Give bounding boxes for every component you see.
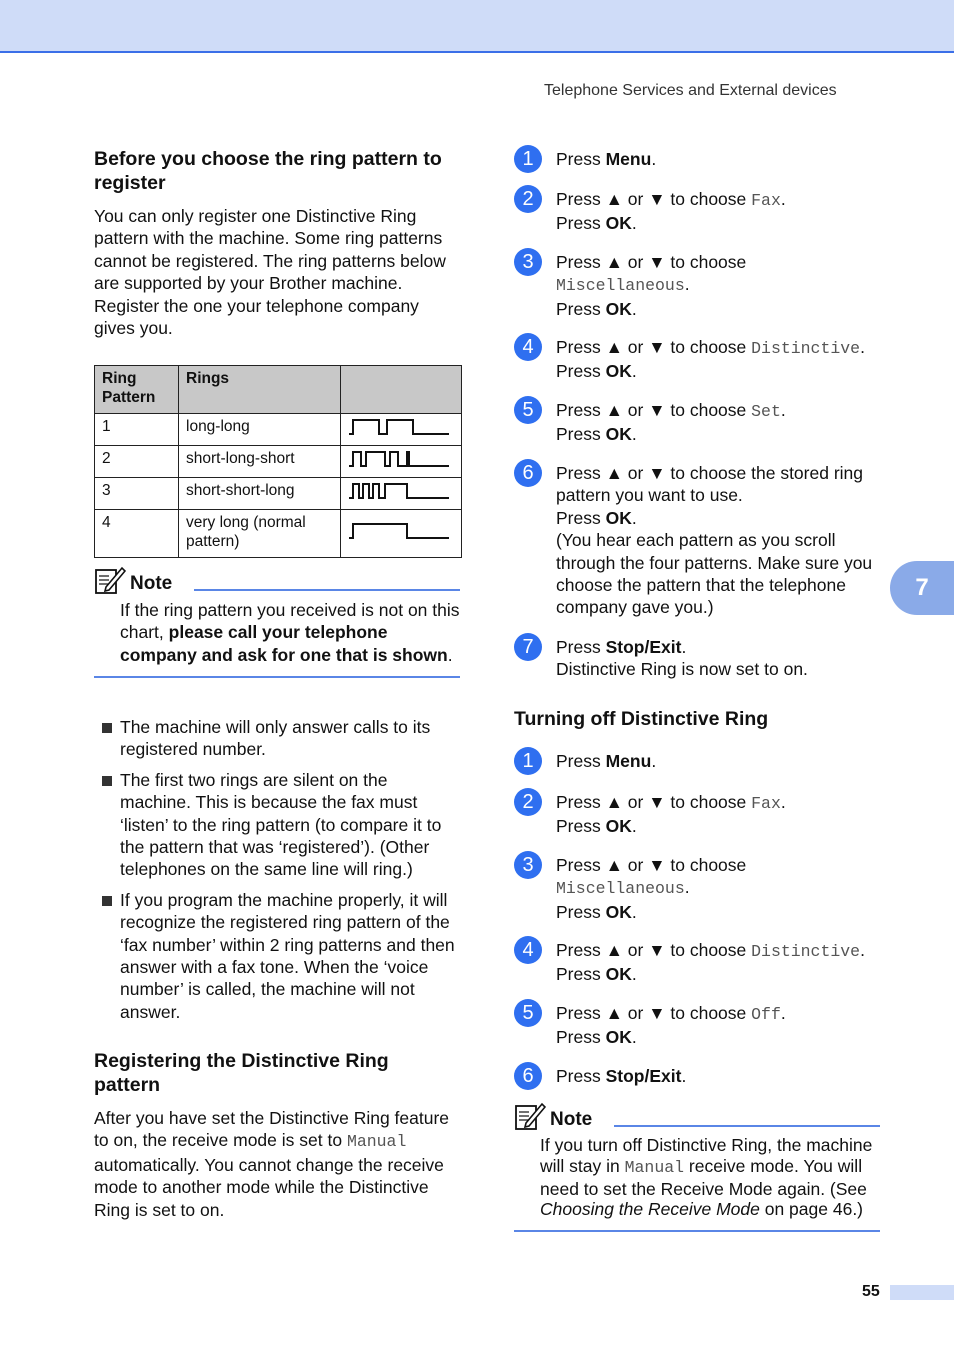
menu-key: Menu: [605, 149, 652, 169]
row-number: 4: [95, 510, 179, 558]
step-number-badge: 6: [514, 459, 542, 487]
note-text: on page 46.): [764, 1199, 864, 1220]
ok-key: OK: [605, 507, 632, 528]
step-number-badge: 1: [514, 145, 542, 173]
ok-key: OK: [605, 964, 632, 985]
ring-waveform: [341, 478, 462, 510]
table-header-ring-pattern: Ring Pattern: [95, 366, 179, 414]
note-box-right: [514, 1101, 880, 1232]
off-step-4: [514, 939, 884, 986]
ok-key: OK: [605, 424, 632, 445]
step-number-badge: 3: [514, 248, 542, 276]
step-explanation: (You hear each pattern as you scroll through the four patterns. Make sure you choose the pattern that the telephone company gave you.): [556, 530, 873, 618]
step-number-badge: 2: [514, 788, 542, 816]
step-text: Press: [556, 964, 606, 985]
stop-exit-key: Stop/Exit: [605, 637, 682, 657]
step-3: [514, 251, 880, 320]
step-text: Press: [556, 507, 606, 528]
step-text: Press: [556, 816, 606, 837]
registering-text: After you have set the Distinctive Ring feature to on, the receive mode is set to: [94, 1108, 450, 1151]
step-tail: .: [780, 792, 786, 812]
step-6: [514, 462, 880, 619]
note-pencil-icon: [514, 1101, 546, 1131]
step-text: Press: [556, 149, 606, 169]
step-text: Press: [556, 424, 606, 445]
mode-manual: Manual: [346, 1132, 407, 1152]
step-text: Press ▲ or ▼ to choose: [556, 400, 752, 420]
menu-option: Off: [751, 1005, 781, 1024]
list-item: If you program the machine properly, it will recognize the registered ring pattern of the ‘fax number’ within 2 ring patterns and then answer with a fax tone. When the ‘voice number’ is called, the machine will not answer.: [94, 889, 460, 1023]
menu-option: Miscellaneous: [556, 879, 685, 899]
ring-waveform: [341, 446, 462, 478]
off-step-1: [514, 750, 880, 772]
row-number: 1: [95, 414, 179, 446]
step-number-badge: 3: [514, 851, 542, 879]
menu-option: Fax: [751, 191, 781, 210]
list-item: The machine will only answer calls to its registered number.: [94, 716, 460, 761]
step-5: [514, 399, 880, 446]
note-label: Note: [130, 572, 173, 594]
menu-key: Menu: [605, 751, 652, 771]
menu-option: Distinctive: [751, 339, 861, 358]
step-tail: .: [631, 507, 637, 528]
row-number: 2: [95, 446, 179, 478]
cross-reference-link[interactable]: Choosing the Receive Mode: [540, 1199, 760, 1220]
step-text: Press: [556, 901, 606, 922]
step-tail: .: [651, 149, 657, 169]
step-number-badge: 7: [514, 633, 542, 661]
ring-waveform: [341, 414, 462, 446]
step-tail: .: [631, 361, 637, 382]
step-text: Press: [556, 298, 606, 319]
off-step-5: [514, 1002, 880, 1049]
section-heading-before: Before you choose the ring pattern to register: [94, 148, 442, 194]
step-tail: .: [681, 1066, 687, 1086]
stop-exit-key: Stop/Exit: [605, 1066, 682, 1086]
step-text: Press ▲ or ▼ to choose: [556, 189, 752, 209]
step-number-badge: 4: [514, 333, 542, 361]
step-tail: .: [780, 400, 786, 420]
step-text: Press ▲ or ▼ to choose: [556, 337, 752, 357]
mode-manual: Manual: [624, 1157, 685, 1177]
step-tail: .: [780, 1003, 786, 1023]
step-tail: .: [860, 337, 865, 357]
step-number-badge: 1: [514, 747, 542, 775]
section-heading-turning-off: Turning off Distinctive Ring: [514, 708, 769, 730]
step-tail: .: [681, 637, 687, 657]
ok-key: OK: [605, 816, 632, 837]
ok-key: OK: [605, 1027, 632, 1048]
step-text: Press: [556, 213, 606, 234]
list-item: The first two rings are silent on the machine. This is because the fax must ‘listen’ to the ring pattern (to compare it to the pattern that was ‘registered’). (Other telephones on the same line will ring.): [94, 769, 460, 881]
step-number-badge: 4: [514, 936, 542, 964]
step-tail: .: [631, 901, 637, 922]
step-4: [514, 336, 884, 383]
section-registering: [94, 1049, 460, 1221]
page-number-bar: [890, 1285, 954, 1300]
ok-key: OK: [605, 298, 632, 319]
step-tail: .: [631, 1027, 637, 1048]
table-header-blank: [341, 366, 462, 414]
menu-option: Set: [751, 402, 781, 421]
row-number: 3: [95, 478, 179, 510]
ring-pattern-table-wrap: [94, 365, 460, 558]
step-text: Press ▲ or ▼ to choose: [556, 252, 747, 272]
ring-waveform: [341, 510, 462, 558]
step-text: Press: [556, 751, 606, 771]
step-number-badge: 5: [514, 396, 542, 424]
step-text: Press ▲ or ▼ to choose the stored ring pattern you want to use.: [556, 463, 864, 506]
menu-option: Fax: [751, 794, 781, 813]
running-header: Telephone Services and External devices: [544, 82, 837, 99]
row-rings: long-long: [179, 414, 341, 446]
step-tail: .: [684, 877, 690, 898]
step-tail: .: [631, 424, 637, 445]
step-number-badge: 6: [514, 1062, 542, 1090]
step-tail: .: [631, 298, 637, 319]
ok-key: OK: [605, 901, 632, 922]
step-2: [514, 188, 880, 235]
note-box-left: [94, 565, 460, 678]
table-row: [95, 446, 462, 478]
step-result: Distinctive Ring is now set to on.: [556, 659, 808, 680]
step-tail: .: [651, 751, 657, 771]
ring-pattern-table: [94, 365, 462, 558]
step-text: Press ▲ or ▼ to choose: [556, 792, 752, 812]
step-7: [514, 636, 880, 681]
step-tail: .: [631, 816, 637, 837]
step-text: Press: [556, 637, 606, 657]
note-label: Note: [550, 1108, 593, 1130]
row-rings: short-short-long: [179, 478, 341, 510]
note-text-bold: please call your telephone company and ask for one that is shown: [120, 622, 448, 665]
step-tail: .: [684, 274, 690, 295]
step-1: [514, 148, 880, 170]
registering-text-2: automatically. You cannot change the receive mode to another mode while the Distinctive Ring is set to on.: [94, 1154, 444, 1220]
left-column: [94, 147, 460, 339]
note-text-end: .: [447, 644, 453, 665]
step-text: Press ▲ or ▼ to choose: [556, 940, 752, 960]
off-step-2: [514, 791, 880, 838]
step-tail: .: [780, 189, 786, 209]
step-tail: .: [631, 213, 637, 234]
table-row: [95, 510, 462, 558]
note-pencil-icon: [94, 565, 126, 595]
step-number-badge: 5: [514, 999, 542, 1027]
step-tail: .: [631, 964, 637, 985]
step-number-badge: 2: [514, 185, 542, 213]
note-text: receive mode. You will need to set the Receive Mode again. (See: [540, 1155, 867, 1199]
chapter-tab: 7: [890, 561, 954, 615]
menu-option: Distinctive: [751, 942, 861, 961]
step-text: Press ▲ or ▼ to choose: [556, 1003, 752, 1023]
table-row: [95, 478, 462, 510]
step-text: Press ▲ or ▼ to choose: [556, 855, 747, 875]
step-text: Press: [556, 1066, 606, 1086]
step-text: Press: [556, 361, 606, 382]
off-step-3: [514, 854, 880, 923]
intro-paragraph: You can only register one Distinctive Ring pattern with the machine. Some ring patterns cannot be registered. The ring patterns below are supported by your Brother machine. Register the one your telephone company gives you.: [94, 206, 446, 339]
table-header-rings: Rings: [179, 366, 341, 414]
section-heading-registering: Registering the Distinctive Ring pattern: [94, 1050, 389, 1096]
step-text: Press: [556, 1027, 606, 1048]
note-text: If you turn off Distinctive Ring, the machine will stay in: [540, 1135, 873, 1176]
step-tail: .: [860, 940, 865, 960]
table-row: [95, 414, 462, 446]
row-rings: very long (normal pattern): [179, 510, 341, 558]
ok-key: OK: [605, 213, 632, 234]
ok-key: OK: [605, 361, 632, 382]
page-number: 55: [862, 1283, 880, 1300]
off-step-6: [514, 1065, 880, 1087]
menu-option: Miscellaneous: [556, 276, 685, 296]
note-text: If the ring pattern you received is not on this chart,: [120, 600, 460, 643]
bullet-list: [94, 716, 460, 1031]
row-rings: short-long-short: [179, 446, 341, 478]
top-banner: [0, 0, 954, 53]
